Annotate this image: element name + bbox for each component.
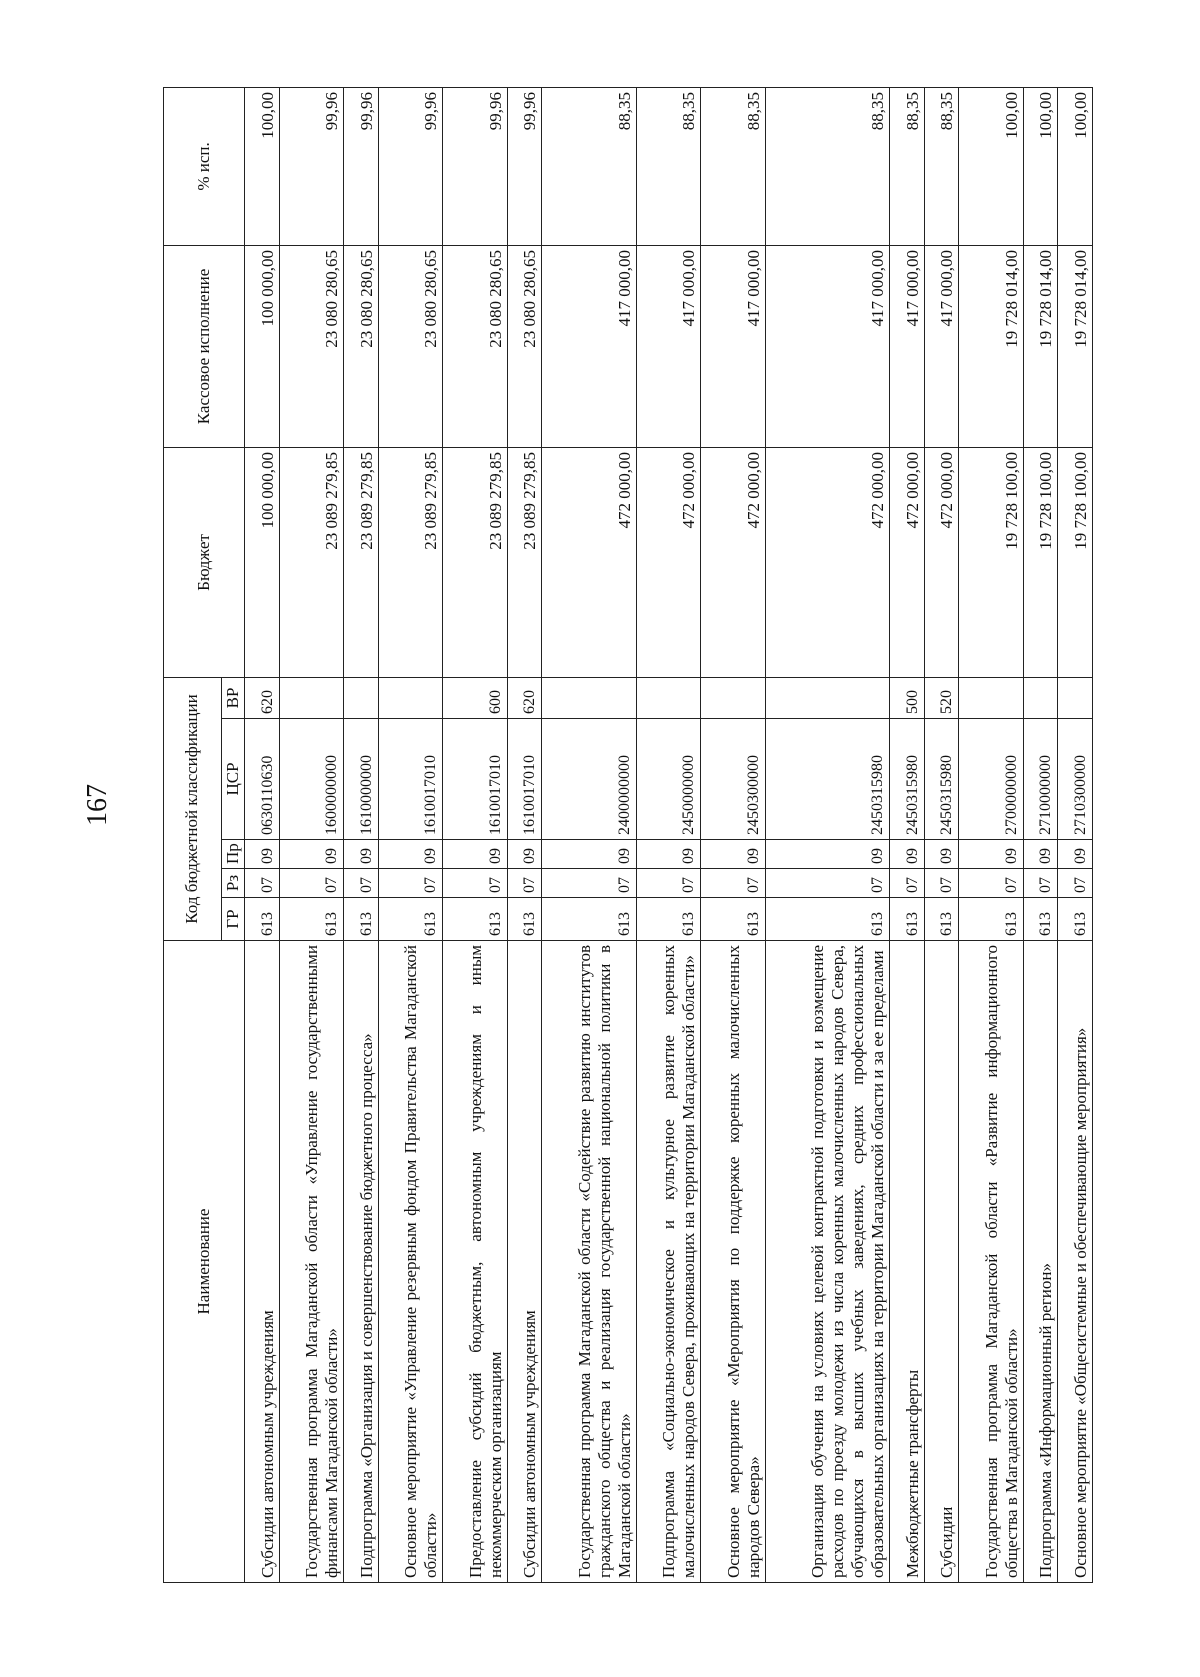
header-cash: Кассовое исполнение [164, 245, 245, 447]
row-gr-cell: 613 [701, 898, 766, 941]
row-vr-cell: 600 [443, 677, 508, 718]
row-csr-cell: 1610017010 [378, 719, 443, 840]
row-vr-cell [636, 677, 701, 718]
row-cash-cell: 19 728 014,00 [1023, 245, 1058, 447]
table-row [701, 87, 766, 1582]
row-budget-cell: 472 000,00 [765, 447, 890, 677]
row-budget-cell: 19 728 100,00 [959, 447, 1024, 677]
row-cash-cell: 19 728 014,00 [959, 245, 1024, 447]
row-gr-cell: 613 [245, 898, 280, 941]
row-vr-cell [344, 677, 379, 718]
row-cash-cell: 417 000,00 [890, 245, 925, 447]
table-row [279, 87, 344, 1582]
row-cash-cell: 19 728 014,00 [1058, 245, 1093, 447]
row-pct-cell: 99,96 [507, 87, 542, 245]
row-gr-cell: 613 [542, 898, 637, 941]
row-csr-cell: 1600000000 [279, 719, 344, 840]
row-pr-cell: 09 [890, 840, 925, 869]
row-rz-cell: 07 [542, 869, 637, 898]
row-gr-cell: 613 [890, 898, 925, 941]
row-vr-cell: 620 [507, 677, 542, 718]
row-name-cell: Государственная программа Магаданской области «Развитие информационного общества в Магаданской области» [959, 941, 1024, 1583]
row-csr-cell: 1610000000 [344, 719, 379, 840]
row-name-cell: Субсидии [924, 941, 959, 1583]
row-cash-cell: 23 080 280,65 [344, 245, 379, 447]
rotated-table-wrapper [163, 88, 1093, 1583]
row-rz-cell: 07 [701, 869, 766, 898]
row-pr-cell: 09 [378, 840, 443, 869]
row-budget-cell: 23 089 279,85 [378, 447, 443, 677]
row-pr-cell: 09 [1023, 840, 1058, 869]
header-budget: Бюджет [164, 447, 245, 677]
row-pr-cell: 09 [765, 840, 890, 869]
row-cash-cell: 23 080 280,65 [507, 245, 542, 447]
row-pr-cell: 09 [636, 840, 701, 869]
row-cash-cell: 417 000,00 [636, 245, 701, 447]
header-pct: % исп. [164, 87, 245, 245]
row-pct-cell: 99,96 [443, 87, 508, 245]
row-rz-cell: 07 [507, 869, 542, 898]
row-csr-cell: 2450315980 [924, 719, 959, 840]
table-row [1023, 87, 1058, 1582]
row-csr-cell: 1610017010 [507, 719, 542, 840]
row-rz-cell: 07 [279, 869, 344, 898]
row-name-cell: Субсидии автономным учреждениям [245, 941, 280, 1583]
header-gr: ГР [222, 898, 245, 941]
row-csr-cell: 0630110630 [245, 719, 280, 840]
table-row [1058, 87, 1093, 1582]
row-rz-cell: 07 [765, 869, 890, 898]
table-row [378, 87, 443, 1582]
row-pct-cell: 88,35 [890, 87, 925, 245]
row-gr-cell: 613 [1058, 898, 1093, 941]
row-name-cell: Подпрограмма «Информационный регион» [1023, 941, 1058, 1583]
row-pct-cell: 88,35 [924, 87, 959, 245]
table-row [959, 87, 1024, 1582]
row-csr-cell: 2450000000 [636, 719, 701, 840]
row-name-cell: Государственная программа Магаданской области «Управление государственными финансами Магаданской области» [279, 941, 344, 1583]
row-gr-cell: 613 [344, 898, 379, 941]
row-pct-cell: 88,35 [701, 87, 766, 245]
row-csr-cell: 2710300000 [1058, 719, 1093, 840]
row-pct-cell: 100,00 [1023, 87, 1058, 245]
row-csr-cell: 2710000000 [1023, 719, 1058, 840]
row-vr-cell [1023, 677, 1058, 718]
row-cash-cell: 417 000,00 [542, 245, 637, 447]
row-rz-cell: 07 [1058, 869, 1093, 898]
row-pct-cell: 99,96 [378, 87, 443, 245]
row-budget-cell: 19 728 100,00 [1058, 447, 1093, 677]
row-rz-cell: 07 [924, 869, 959, 898]
row-rz-cell: 07 [959, 869, 1024, 898]
row-budget-cell: 23 089 279,85 [507, 447, 542, 677]
row-vr-cell [701, 677, 766, 718]
row-gr-cell: 613 [765, 898, 890, 941]
table-row [636, 87, 701, 1582]
row-csr-cell: 2450300000 [701, 719, 766, 840]
table-row [890, 87, 925, 1582]
row-csr-cell: 2450315980 [890, 719, 925, 840]
row-rz-cell: 07 [636, 869, 701, 898]
row-budget-cell: 472 000,00 [890, 447, 925, 677]
row-budget-cell: 472 000,00 [636, 447, 701, 677]
row-vr-cell [279, 677, 344, 718]
header-code-group: Код бюджетной классификации [164, 677, 222, 940]
row-pr-cell: 09 [1058, 840, 1093, 869]
row-csr-cell: 2400000000 [542, 719, 637, 840]
row-vr-cell: 520 [924, 677, 959, 718]
row-gr-cell: 613 [959, 898, 1024, 941]
row-rz-cell: 07 [1023, 869, 1058, 898]
table-header [164, 87, 245, 1582]
row-pct-cell: 100,00 [959, 87, 1024, 245]
budget-table [163, 87, 1093, 1583]
row-name-cell: Межбюджетные трансферты [890, 941, 925, 1583]
row-name-cell: Основное мероприятие «Мероприятия по поддержке коренных малочисленных народов Севера» [701, 941, 766, 1583]
row-pr-cell: 09 [959, 840, 1024, 869]
row-budget-cell: 472 000,00 [542, 447, 637, 677]
row-pr-cell: 09 [701, 840, 766, 869]
row-cash-cell: 417 000,00 [701, 245, 766, 447]
header-name: Наименование [164, 941, 245, 1583]
header-pr: Пр [222, 840, 245, 869]
row-cash-cell: 417 000,00 [765, 245, 890, 447]
row-pr-cell: 09 [245, 840, 280, 869]
row-gr-cell: 613 [443, 898, 508, 941]
row-name-cell: Основное мероприятие «Управление резервным фондом Правительства Магаданской области» [378, 941, 443, 1583]
row-pct-cell: 88,35 [542, 87, 637, 245]
row-rz-cell: 07 [245, 869, 280, 898]
row-name-cell: Государственная программа Магаданской области «Содействие развитию институтов гражданского общества и реализация государственной национальной политики в Магаданской области» [542, 941, 637, 1583]
row-rz-cell: 07 [344, 869, 379, 898]
row-gr-cell: 613 [924, 898, 959, 941]
row-csr-cell: 1610017010 [443, 719, 508, 840]
row-pr-cell: 09 [542, 840, 637, 869]
header-rz: Рз [222, 869, 245, 898]
row-csr-cell: 2450315980 [765, 719, 890, 840]
row-budget-cell: 100 000,00 [245, 447, 280, 677]
row-budget-cell: 19 728 100,00 [1023, 447, 1058, 677]
row-pct-cell: 100,00 [1058, 87, 1093, 245]
page-number: 167 [82, 784, 113, 826]
row-pr-cell: 09 [344, 840, 379, 869]
table-row [443, 87, 508, 1582]
row-rz-cell: 07 [378, 869, 443, 898]
row-pct-cell: 88,35 [765, 87, 890, 245]
row-budget-cell: 23 089 279,85 [279, 447, 344, 677]
row-vr-cell [959, 677, 1024, 718]
row-gr-cell: 613 [378, 898, 443, 941]
row-cash-cell: 100 000,00 [245, 245, 280, 447]
row-pct-cell: 99,96 [344, 87, 379, 245]
row-csr-cell: 2700000000 [959, 719, 1024, 840]
row-name-cell: Организация обучения на условиях целевой контрактной подготовки и возмещение расходов по проезду молодежи из числа коренных малочисленных народов Севера, обучающихся в высших учебных заведениях, средних профессиональных образовательных организациях на территории Магаданской области и за ее пределами [765, 941, 890, 1583]
row-gr-cell: 613 [507, 898, 542, 941]
row-gr-cell: 613 [1023, 898, 1058, 941]
row-pr-cell: 09 [279, 840, 344, 869]
row-vr-cell: 500 [890, 677, 925, 718]
row-pr-cell: 09 [507, 840, 542, 869]
row-budget-cell: 472 000,00 [924, 447, 959, 677]
header-vr: ВР [222, 677, 245, 718]
table-row [344, 87, 379, 1582]
table-row [924, 87, 959, 1582]
row-vr-cell [765, 677, 890, 718]
row-rz-cell: 07 [890, 869, 925, 898]
row-cash-cell: 417 000,00 [924, 245, 959, 447]
row-cash-cell: 23 080 280,65 [378, 245, 443, 447]
row-rz-cell: 07 [443, 869, 508, 898]
row-pct-cell: 100,00 [245, 87, 280, 245]
table-row [765, 87, 890, 1582]
table-body [245, 87, 1093, 1582]
row-name-cell: Предоставление субсидий бюджетным, автономным учреждениям и иным некоммерческим организациям [443, 941, 508, 1583]
table-row [245, 87, 280, 1582]
row-vr-cell [542, 677, 637, 718]
row-cash-cell: 23 080 280,65 [443, 245, 508, 447]
row-name-cell: Основное мероприятие «Общесистемные и обеспечивающие мероприятия» [1058, 941, 1093, 1583]
row-pct-cell: 88,35 [636, 87, 701, 245]
row-pct-cell: 99,96 [279, 87, 344, 245]
rotated-table-frame [163, 88, 1093, 1583]
header-csr: ЦСР [222, 719, 245, 840]
row-vr-cell [1058, 677, 1093, 718]
row-vr-cell: 620 [245, 677, 280, 718]
row-gr-cell: 613 [279, 898, 344, 941]
row-budget-cell: 472 000,00 [701, 447, 766, 677]
row-pr-cell: 09 [924, 840, 959, 869]
row-cash-cell: 23 080 280,65 [279, 245, 344, 447]
row-name-cell: Подпрограмма «Социально-экономическое и культурное развитие коренных малочисленных народов Севера, проживающих на территории Магаданской области» [636, 941, 701, 1583]
row-budget-cell: 23 089 279,85 [443, 447, 508, 677]
row-budget-cell: 23 089 279,85 [344, 447, 379, 677]
row-name-cell: Субсидии автономным учреждениям [507, 941, 542, 1583]
table-row [542, 87, 637, 1582]
row-gr-cell: 613 [636, 898, 701, 941]
row-vr-cell [378, 677, 443, 718]
table-row [507, 87, 542, 1582]
row-name-cell: Подпрограмма «Организация и совершенствование бюджетного процесса» [344, 941, 379, 1583]
row-pr-cell: 09 [443, 840, 508, 869]
